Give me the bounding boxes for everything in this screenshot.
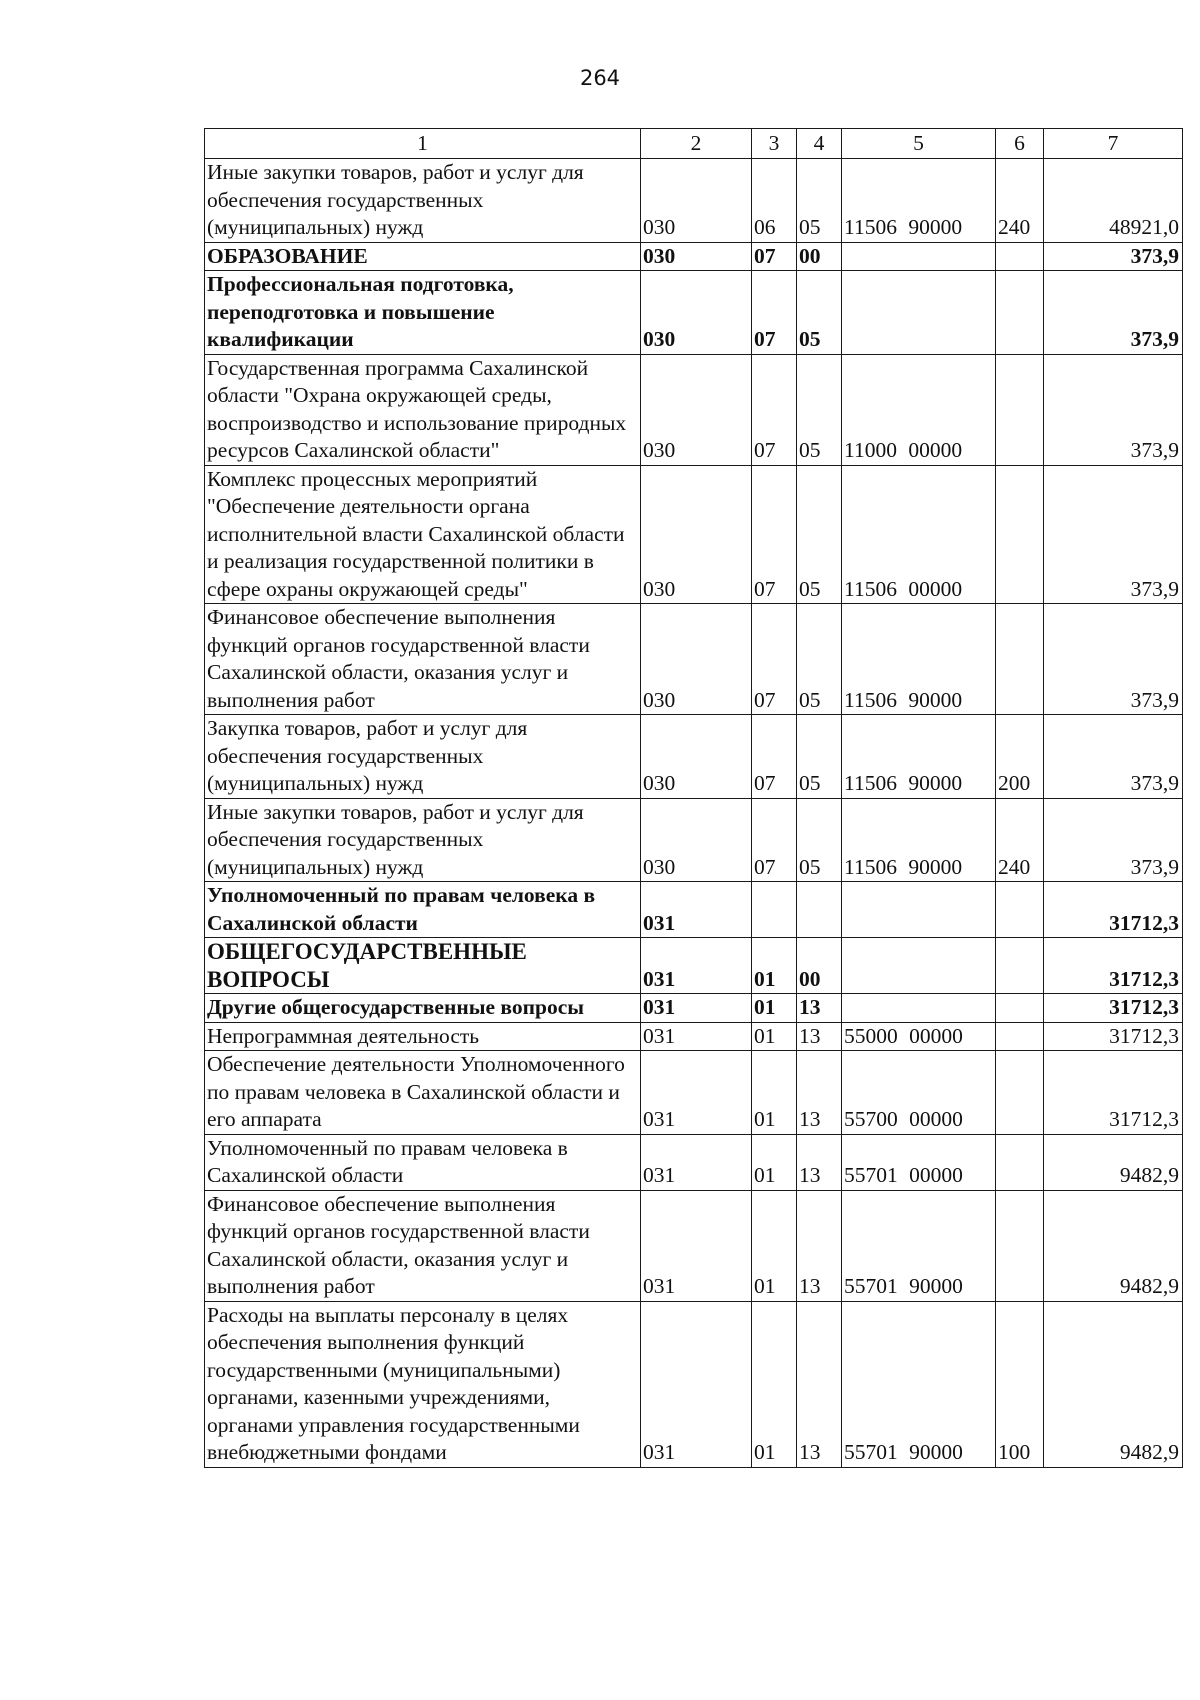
section-code-cell [752,882,797,938]
table-row [205,882,1183,938]
amount-cell: 31712,3 [1044,882,1183,938]
ministry-code-cell: 030 [641,465,752,604]
expense-name-cell: Обеспечение деятельности Уполномоченного по правам человека в Сахалинской области и его аппарата [205,1051,641,1135]
table-row [205,1190,1183,1301]
table-row [205,1301,1183,1467]
subsection-code-cell: 13 [797,1051,842,1135]
ministry-code-cell: 031 [641,1301,752,1467]
expense-type-cell: 100 [996,1301,1044,1467]
amount-cell: 373,9 [1044,715,1183,799]
target-article-cell: 55701 00000 [842,1134,996,1190]
section-code-cell: 07 [752,715,797,799]
ministry-code-cell: 030 [641,159,752,243]
section-code-cell: 07 [752,465,797,604]
expense-type-cell [996,604,1044,715]
subsection-code-cell: 05 [797,604,842,715]
subsection-code-cell: 05 [797,271,842,355]
ministry-code-cell: 031 [641,938,752,994]
expense-type-cell [996,1134,1044,1190]
ministry-code-cell: 030 [641,798,752,882]
subsection-code-cell: 05 [797,798,842,882]
expense-type-cell [996,354,1044,465]
target-article-cell: 55701 90000 [842,1301,996,1467]
table-row [205,1022,1183,1051]
amount-cell: 9482,9 [1044,1190,1183,1301]
ministry-code-cell: 031 [641,1022,752,1051]
amount-cell: 31712,3 [1044,938,1183,994]
expense-name-cell: Другие общегосударственные вопросы [205,994,641,1023]
target-article-cell [842,882,996,938]
expense-name-cell: Уполномоченный по правам человека в Сахалинской области [205,1134,641,1190]
expense-type-cell [996,1051,1044,1135]
expense-name-cell: Профессиональная подготовка, переподготовка и повышение квалификации [205,271,641,355]
expense-type-cell [996,1022,1044,1051]
expense-type-cell [996,882,1044,938]
subsection-code-cell [797,882,842,938]
target-article-cell: 55700 00000 [842,1051,996,1135]
section-code-cell: 01 [752,1301,797,1467]
table-row [205,715,1183,799]
target-article-cell: 11506 90000 [842,604,996,715]
target-article-cell: 11506 90000 [842,798,996,882]
subsection-code-cell: 13 [797,1190,842,1301]
amount-cell: 373,9 [1044,798,1183,882]
expense-name-cell: Финансовое обеспечение выполнения функций органов государственной власти Сахалинской области, оказания услуг и выполнения работ [205,1190,641,1301]
target-article-cell: 11506 90000 [842,159,996,243]
ministry-code-cell: 031 [641,882,752,938]
table-row [205,465,1183,604]
expense-name-cell: Комплекс процессных мероприятий "Обеспечение деятельности органа исполнительной власти Сахалинской области и реализация государственной политики в сфере охраны окружающей среды" [205,465,641,604]
header-cell: 2 [641,129,752,159]
expense-type-cell [996,1190,1044,1301]
ministry-code-cell: 031 [641,1051,752,1135]
table-header-row [205,129,1183,159]
expense-name-cell: Иные закупки товаров, работ и услуг для обеспечения государственных (муниципальных) нужд [205,798,641,882]
header-cell: 1 [205,129,641,159]
page-number: 264 [579,66,621,90]
amount-cell: 373,9 [1044,242,1183,271]
section-code-cell: 06 [752,159,797,243]
amount-cell: 31712,3 [1044,1051,1183,1135]
expense-name-cell: Уполномоченный по правам человека в Сахалинской области [205,882,641,938]
section-code-cell: 07 [752,271,797,355]
budget-table [204,128,1183,1468]
target-article-cell: 11506 00000 [842,465,996,604]
expense-name-cell: Иные закупки товаров, работ и услуг для обеспечения государственных (муниципальных) нужд [205,159,641,243]
expense-type-cell [996,465,1044,604]
table-row [205,938,1183,994]
section-code-cell: 01 [752,1051,797,1135]
subsection-code-cell: 13 [797,1134,842,1190]
section-code-cell: 01 [752,1190,797,1301]
header-cell: 4 [797,129,842,159]
expense-name-cell: Государственная программа Сахалинской области "Охрана окружающей среды, воспроизводство и использование природных ресурсов Сахалинской области" [205,354,641,465]
target-article-cell: 55000 00000 [842,1022,996,1051]
expense-type-cell [996,271,1044,355]
table-row [205,1051,1183,1135]
expense-type-cell [996,242,1044,271]
target-article-cell [842,271,996,355]
table-row [205,271,1183,355]
amount-cell: 9482,9 [1044,1134,1183,1190]
amount-cell: 9482,9 [1044,1301,1183,1467]
table-row [205,994,1183,1023]
expense-type-cell [996,938,1044,994]
expense-type-cell: 240 [996,798,1044,882]
amount-cell: 48921,0 [1044,159,1183,243]
target-article-cell [842,938,996,994]
subsection-code-cell: 13 [797,994,842,1023]
subsection-code-cell: 05 [797,159,842,243]
ministry-code-cell: 031 [641,1190,752,1301]
subsection-code-cell: 13 [797,1301,842,1467]
ministry-code-cell: 031 [641,994,752,1023]
section-code-cell: 01 [752,1134,797,1190]
subsection-code-cell: 05 [797,465,842,604]
ministry-code-cell: 030 [641,715,752,799]
expense-name-cell: Финансовое обеспечение выполнения функций органов государственной власти Сахалинской области, оказания услуг и выполнения работ [205,604,641,715]
amount-cell: 31712,3 [1044,1022,1183,1051]
subsection-code-cell: 05 [797,715,842,799]
header-cell: 3 [752,129,797,159]
subsection-code-cell: 05 [797,354,842,465]
table-row [205,798,1183,882]
target-article-cell [842,994,996,1023]
table-row [205,1134,1183,1190]
target-article-cell: 11000 00000 [842,354,996,465]
target-article-cell [842,242,996,271]
section-code-cell: 07 [752,604,797,715]
section-code-cell: 01 [752,938,797,994]
subsection-code-cell: 00 [797,938,842,994]
header-cell: 6 [996,129,1044,159]
amount-cell: 373,9 [1044,271,1183,355]
table-row [205,159,1183,243]
amount-cell: 373,9 [1044,604,1183,715]
amount-cell: 373,9 [1044,354,1183,465]
section-code-cell: 01 [752,1022,797,1051]
ministry-code-cell: 030 [641,271,752,355]
expense-name-cell: Закупка товаров, работ и услуг для обеспечения государственных (муниципальных) нужд [205,715,641,799]
subsection-code-cell: 13 [797,1022,842,1051]
amount-cell: 373,9 [1044,465,1183,604]
expense-name-cell: Непрограммная деятельность [205,1022,641,1051]
section-code-cell: 07 [752,354,797,465]
header-cell: 7 [1044,129,1183,159]
header-cell: 5 [842,129,996,159]
expense-type-cell: 240 [996,159,1044,243]
expense-name-cell: ОБРАЗОВАНИЕ [205,242,641,271]
target-article-cell: 11506 90000 [842,715,996,799]
ministry-code-cell: 030 [641,604,752,715]
section-code-cell: 01 [752,994,797,1023]
table-row [205,604,1183,715]
target-article-cell: 55701 90000 [842,1190,996,1301]
expense-type-cell: 200 [996,715,1044,799]
amount-cell: 31712,3 [1044,994,1183,1023]
subsection-code-cell: 00 [797,242,842,271]
ministry-code-cell: 030 [641,242,752,271]
ministry-code-cell: 031 [641,1134,752,1190]
section-code-cell: 07 [752,242,797,271]
expense-type-cell [996,994,1044,1023]
table-row [205,354,1183,465]
ministry-code-cell: 030 [641,354,752,465]
expense-name-cell: Расходы на выплаты персоналу в целях обеспечения выполнения функций государственными (муниципальными) органами, казенными учреждениями, органами управления государственными внебюджетными фондами [205,1301,641,1467]
table-row [205,242,1183,271]
expense-name-cell: ОБЩЕГОСУДАРСТВЕННЫЕ ВОПРОСЫ [205,938,641,994]
section-code-cell: 07 [752,798,797,882]
